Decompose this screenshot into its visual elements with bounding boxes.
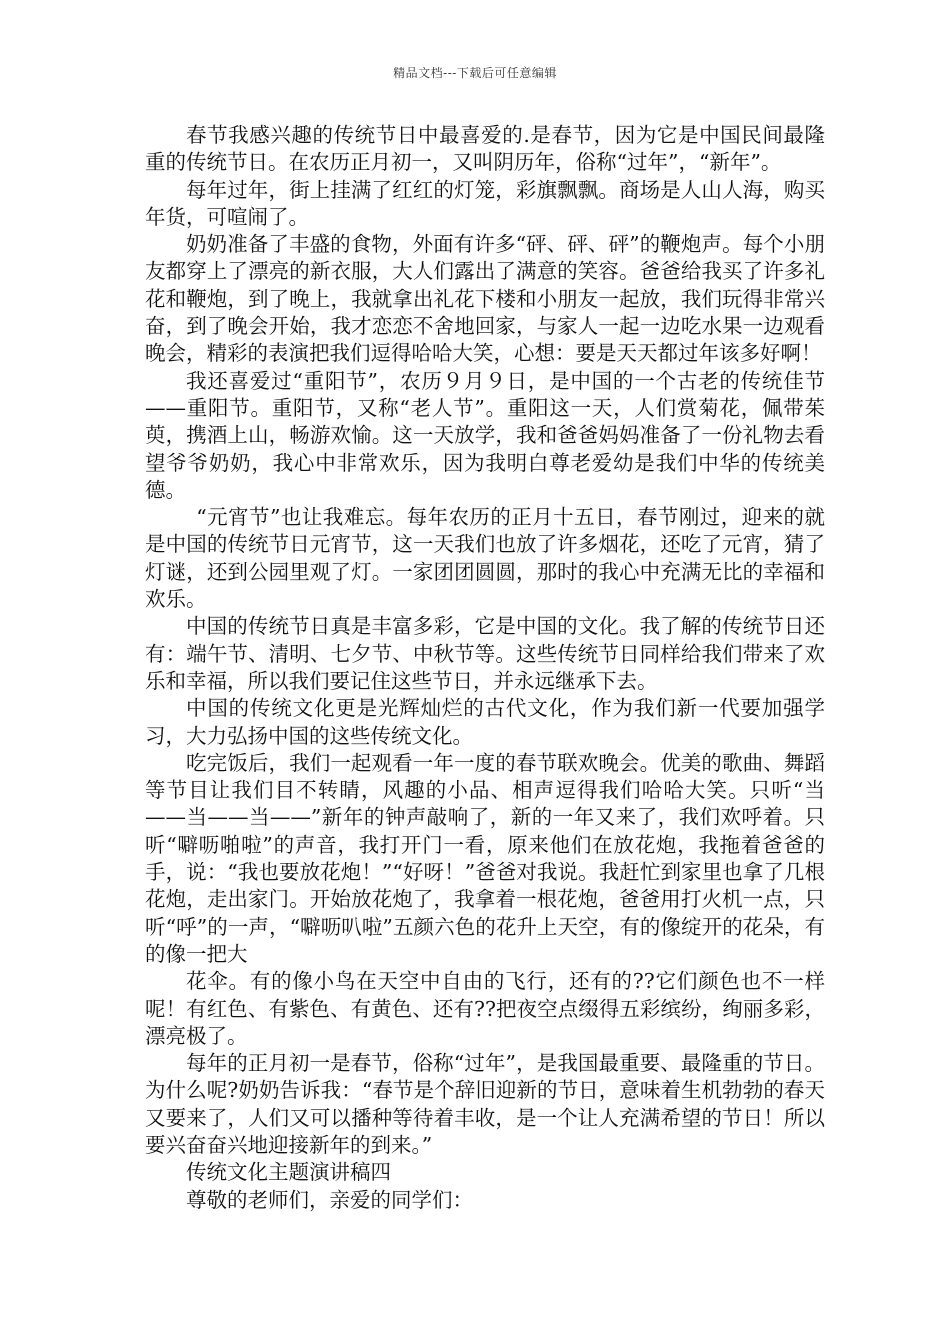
paragraph-street-decorations: 每年过年，街上挂满了红红的灯笼，彩旗飘飘。商场是人山人海，购买年货，可喧闹了。 (145, 177, 825, 229)
paragraph-traditional-festivals: 中国的传统节日真是丰富多彩，它是中国的文化。我了解的传统节日还有：端午节、清明、七夕节、中秋节等。这些传统节日同样给我们带来了欢乐和幸福，所以我们要记住这些节日，并永远继承下去。 (145, 614, 825, 693)
section-title-speech-four: 传统文化主题演讲稿四 (186, 1160, 391, 1185)
paragraph-traditional-culture: 中国的传统文化更是光辉灿烂的古代文化，作为我们新一代要加强学习，大力弘扬中国的这些传统文化。 (145, 696, 825, 748)
paragraph-spring-festival-intro: 春节我感兴趣的传统节日中最喜爱的.是春节，因为它是中国民间最隆重的传统节日。在农历正月初一，又叫阴历年，俗称“过年”，“新年”。 (145, 123, 825, 175)
page-header: 精品文档---下载后可任意编辑 (393, 66, 557, 80)
paragraph-fireworks: 花伞。有的像小鸟在天空中自由的飞行，还有的??它们颜色也不一样呢！有红色、有紫色、有黄色、还有??把夜空点缀得五彩缤纷，绚丽多彩，漂亮极了。 (145, 969, 825, 1048)
paragraph-grandma-food: 奶奶准备了丰盛的食物，外面有许多“砰、砰、砰”的鞭炮声。每个小朋友都穿上了漂亮的新衣服，大人们露出了满意的笑容。爸爸给我买了许多礼花和鞭炮，到了晚上，我就拿出礼花下楼和小朋友一起放，我们玩得非常兴奋，到了晚会开始，我才恋恋不舍地回家，与家人一起一边吃水果一边观看晚会，精彩的表演把我们逗得哈哈大笑，心想：要是天天都过年该多好啊！ (145, 232, 825, 366)
paragraph-lantern-festival: “元宵节”也让我难忘。每年农历的正月十五日，春节刚过，迎来的就是中国的传统节日元宵节，这一天我们也放了许多烟花，还吃了元宵，猜了灯谜，还到公园里观了灯。一家团团圆圆，那时的我心中充满无比的幸福和欢乐。 (145, 505, 825, 612)
paragraph-double-ninth: 我还喜爱过“重阳节”，农历９月９日，是中国的一个古老的传统佳节——重阳节。重阳节，又称“老人节”。重阳这一天，人们赏菊花，佩带茱萸，携酒上山，畅游欢愉。这一天放学，我和爸爸妈妈准备了一份礼物去看望爷爷奶奶，我心中非常欢乐，因为我明白尊老爱幼是我们中华的传统美德。 (145, 368, 825, 502)
paragraph-spring-gala: 吃完饭后，我们一起观看一年一度的春节联欢晚会。优美的歌曲、舞蹈等节目让我们目不转睛，风趣的小品、相声逗得我们哈哈大笑。只听“当——当——当——”新年的钟声敲响了，新的一年又来了，我们欢呼着。只听“噼呖啪啦”的声音，我打开门一看，原来他们在放花炮，我拖着爸爸的手，说：“我也要放花炮！”“好呀！”爸爸对我说。我赶忙到家里也拿了几根花炮，走出家门。开始放花炮了，我拿着一根花炮，爸爸用打火机一点，只听“呼”的一声，“噼呖叭啦”五颜六色的花升上天空，有的像绽开的花朵，有的像一把大 (145, 750, 825, 966)
speech-greeting: 尊敬的老师们，亲爱的同学们： (186, 1187, 473, 1212)
document-body (145, 122, 825, 1214)
paragraph-new-year-meaning: 每年的正月初一是春节，俗称“过年”，是我国最重要、最隆重的节日。为什么呢?奶奶告诉我：“春节是个辞旧迎新的节日，意味着生机勃勃的春天又要来了，人们又可以播种等待着丰收，是一个让人充满希望的节日！所以要兴奋奋兴地迎接新年的到来。” (145, 1051, 825, 1157)
